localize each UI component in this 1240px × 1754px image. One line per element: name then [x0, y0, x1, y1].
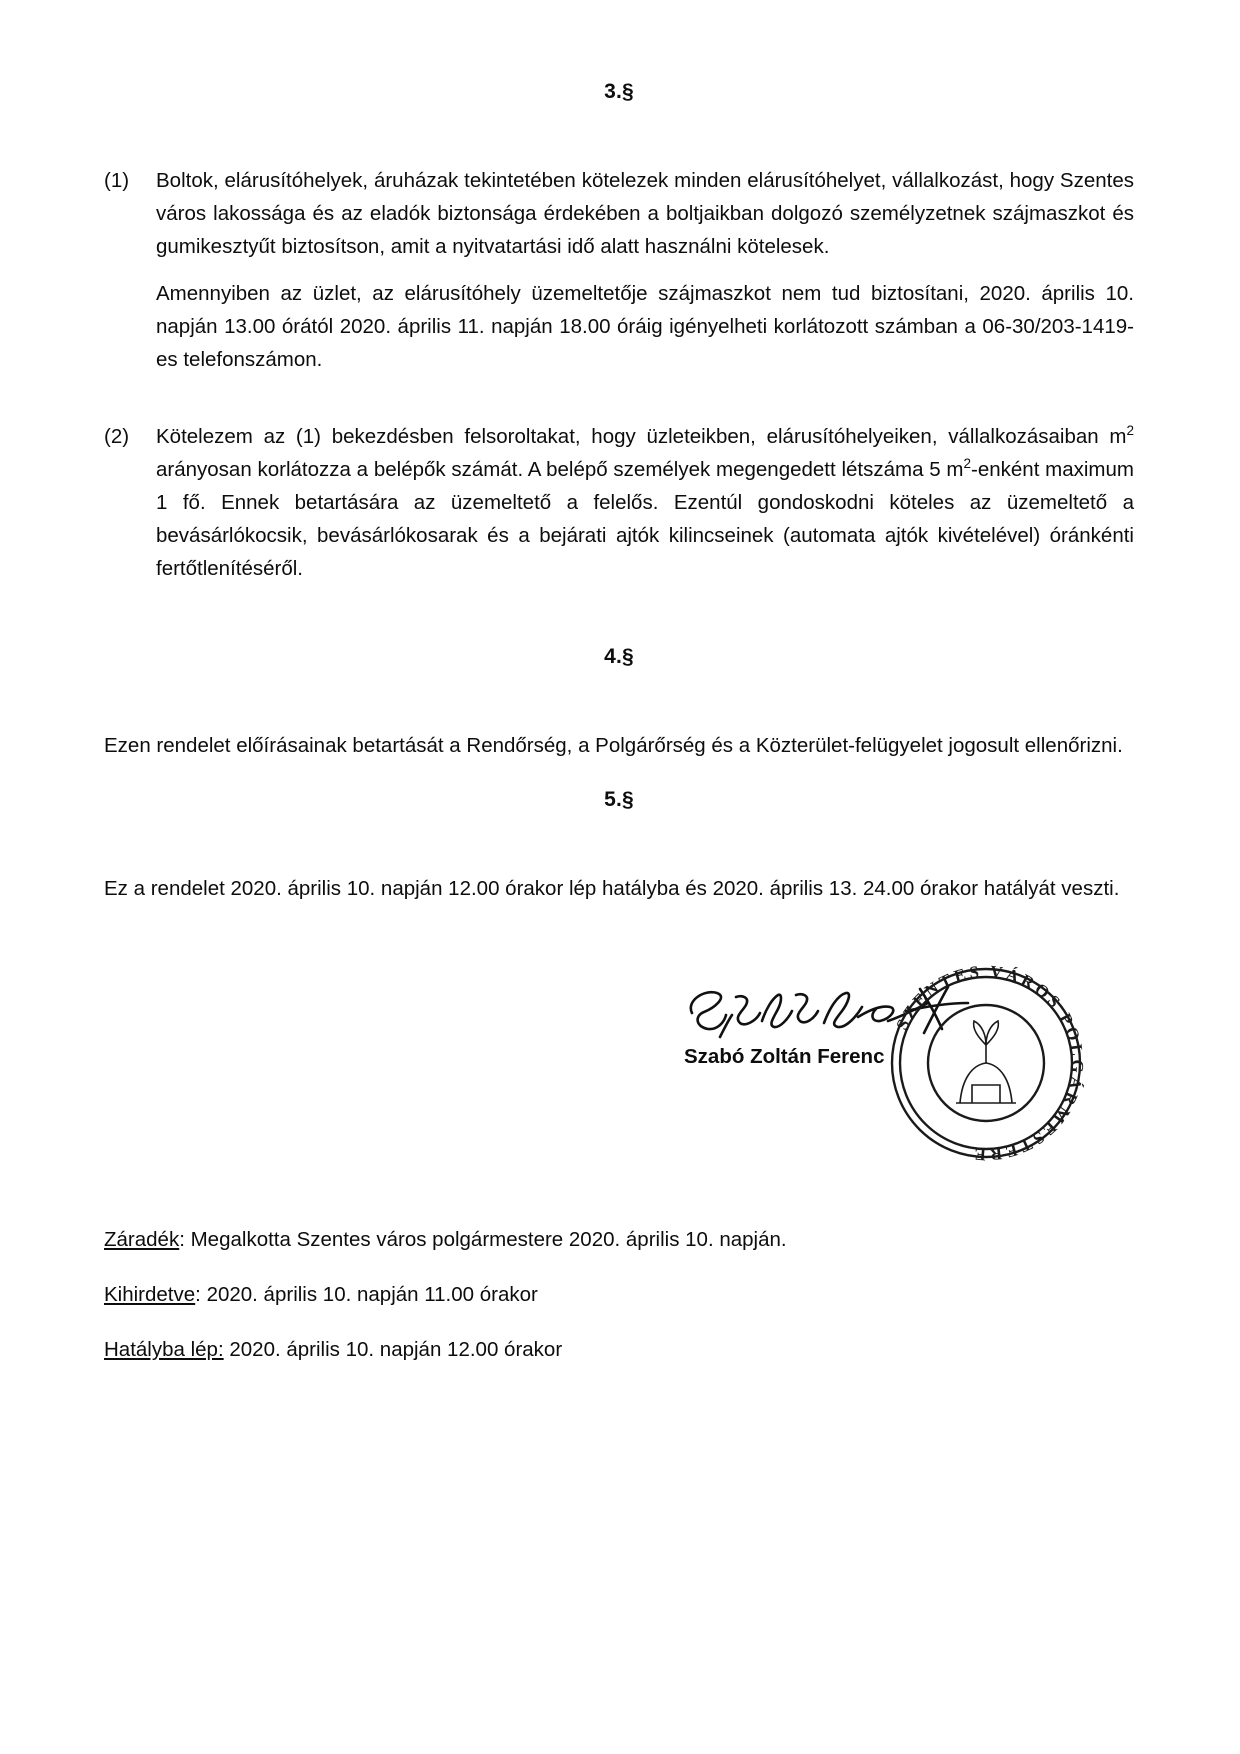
paragraph-2-sup2: 2	[963, 456, 972, 472]
paragraph-marker-2: (2)	[104, 425, 130, 448]
closing-line-hatalyba	[104, 1333, 1134, 1366]
stamp-outer-text: SZENTES VÁROS POLGÁRMESTERE	[892, 961, 1088, 1165]
spacer-before-heading-5	[104, 762, 1134, 788]
paragraph-body-1	[156, 164, 1134, 376]
paragraph-marker-1: (1)	[104, 169, 130, 192]
hatalyba-text: 2020. április 10. napján 12.00 órakor	[223, 1338, 563, 1361]
closing-block	[104, 1223, 1134, 1366]
paragraph-1-text-1: Boltok, elárusítóhelyek, áruházak tekintetében kötelezek minden elárusítóhelyet, vállalkozást, hogy Szentes város lakossága és az eladók biztonsága érdekében a boltjaikban dolgozó személyzetnek szájmaszkot és gumikesztyűt biztosítson, amit a nyitvatartási idő alatt használni kötelesek.	[156, 169, 1134, 258]
signature-name: Szabó Zoltán Ferenc	[684, 1045, 885, 1068]
paragraph-2-part3: -enként maximum 1 fő. Ennek betartására az üzemeltető a felelős. Ezentúl gondoskodni köteles az üzemeltető a bevásárlókocsik, bevásárlókosarak és a bejárati ajtók kilincseinek (automata ajtók kivételével) óránkénti fertőtlenítéséről.	[156, 458, 1134, 580]
paragraph-body-2	[156, 420, 1134, 585]
paragraph-item-1	[104, 164, 1134, 376]
spacer-inside-1	[156, 263, 1134, 277]
kihirdetve-text: : 2020. április 10. napján 11.00 órakor	[195, 1283, 538, 1306]
document-content	[104, 0, 1134, 1388]
section-4-paragraph: Ezen rendelet előírásainak betartását a Rendőrség, a Polgárőrség és a Közterület-felügyelet jogosult ellenőrizni.	[104, 734, 1123, 757]
paragraph-2-text	[156, 420, 1134, 585]
paragraph-2-part2: arányosan korlátozza a belépők számát. A belépő személyek megengedett létszáma 5 m	[156, 458, 964, 481]
hatalyba-label: Hatályba lép:	[104, 1338, 224, 1361]
paragraph-1-text-2: Amennyiben az üzlet, az elárusítóhely üzemeltetője szájmaszkot nem tud biztosítani, 2020. április 10. napján 13.00 órától 2020. április 11. napján 18.00 óráig igényelheti korlátozott számban a 06-30/203-1419-es telefonszámon.	[156, 282, 1134, 371]
zaradek-label: Záradék	[104, 1228, 180, 1251]
section-heading-3: 3.§	[604, 80, 634, 103]
spacer-before-heading-4	[104, 585, 1134, 645]
section-5-paragraph: Ez a rendelet 2020. április 10. napján 12.00 órakor lép hatályba és 2020. április 13. 24.00 órakor hatályát veszti.	[104, 877, 1120, 900]
paragraph-item-2	[104, 420, 1134, 585]
official-stamp-icon	[876, 953, 1096, 1173]
paragraph-2-sup1: 2	[1126, 423, 1134, 439]
spacer-after-heading-5	[104, 812, 1134, 872]
top-spacer	[104, 0, 1134, 80]
closing-line-zaradek	[104, 1223, 1134, 1256]
spacer-after-heading-3	[104, 104, 1134, 164]
signature-block	[104, 905, 1134, 1165]
section-heading-4: 4.§	[604, 645, 634, 668]
spacer-between-items	[104, 376, 1134, 420]
section-heading-5: 5.§	[604, 788, 634, 811]
closing-line-kihirdetve	[104, 1278, 1134, 1311]
kihirdetve-label: Kihirdetve	[104, 1283, 196, 1306]
spacer-after-heading-4	[104, 669, 1134, 729]
zaradek-text: : Megalkotta Szentes város polgármestere 2020. április 10. napján.	[179, 1228, 787, 1251]
paragraph-2-part1: Kötelezem az (1) bekezdésben felsoroltakat, hogy üzleteikben, elárusítóhelyeiken, vállalkozásaiban m	[156, 425, 1127, 448]
